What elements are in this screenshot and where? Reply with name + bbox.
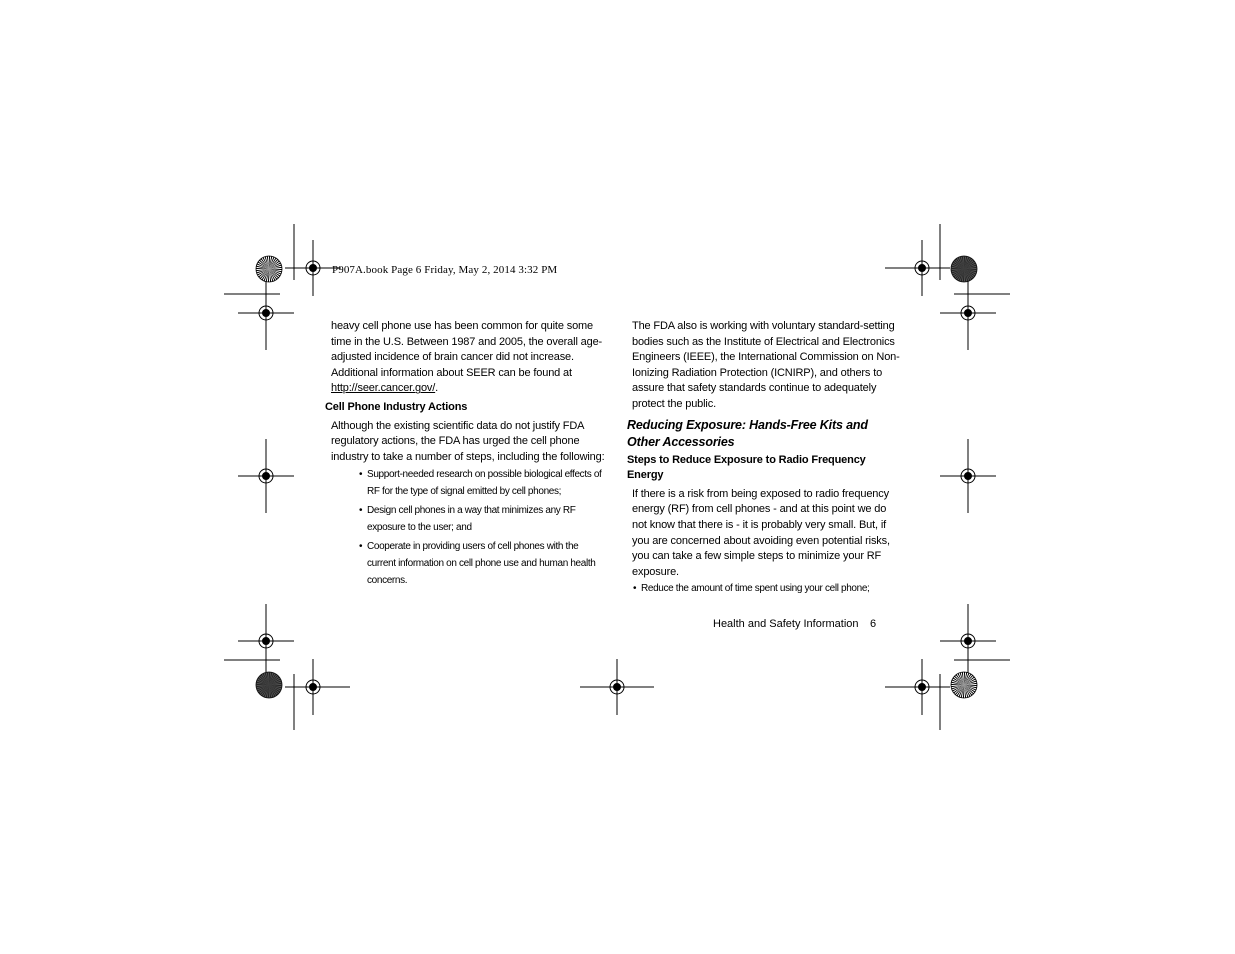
- print-header: P907A.book Page 6 Friday, May 2, 2014 3:32 PM: [332, 264, 558, 276]
- list-item: • Reduce the amount of time spent using your cell phone;: [633, 580, 902, 597]
- left-paragraph-1: heavy cell phone use has been common for quite some time in the U.S. Between 1987 and 2005, the overall age-adjusted incidence of brain cancer did not increase. Additional information about SEER can be found at http://seer.cancer.gov/.: [331, 320, 603, 395]
- registration-mark: [238, 276, 294, 350]
- star-target-mark: [256, 256, 282, 282]
- registration-mark: [285, 659, 350, 715]
- subsection-heading: Steps to Reduce Exposure to Radio Frequency Energy: [627, 453, 866, 482]
- footer-section-title: Health and Safety Information: [713, 618, 859, 630]
- list-item: • Support-needed research on possible biological effects of RF for the type of signal emitted by cell phones;: [359, 466, 605, 500]
- right-bullet-list: [627, 580, 902, 597]
- registration-mark: [940, 604, 996, 678]
- left-bullet-list: [325, 466, 605, 589]
- registration-mark: [885, 659, 950, 715]
- star-target-mark: [951, 256, 977, 282]
- registration-mark: [940, 276, 996, 350]
- registration-mark: [940, 439, 996, 513]
- star-target-mark: [256, 672, 282, 698]
- left-paragraph-2: Although the existing scientific data do not justify FDA regulatory actions, the FDA has urged the cell phone industry to take a number of steps, including the following:: [331, 419, 605, 463]
- registration-mark: [238, 439, 294, 513]
- right-column: [627, 319, 902, 597]
- section-heading: Cell Phone Industry Actions: [325, 400, 468, 413]
- page-number: 6: [870, 618, 877, 630]
- left-column: [325, 319, 605, 589]
- registration-mark: [885, 240, 950, 296]
- registration-mark: [580, 659, 654, 715]
- seer-link[interactable]: http://seer.cancer.gov/: [331, 382, 436, 395]
- section-heading-italic: Reducing Exposure: Hands-Free Kits and Other Accessories: [627, 417, 868, 449]
- registration-mark: [238, 604, 294, 678]
- right-paragraph-1: The FDA also is working with voluntary standard-setting bodies such as the Institute of Electrical and Electronics Engineers (IEEE), the International Commission on Non-Ionizing Radiation Protection (ICNIRP), and others to assure that safety standards continue to adequately protect the public.: [632, 320, 900, 410]
- list-item: • Cooperate in providing users of cell phones with the current information on cell phone use and human health concerns.: [359, 538, 605, 589]
- star-target-mark: [951, 672, 977, 698]
- right-paragraph-2: If there is a risk from being exposed to radio frequency energy (RF) from cell phones - and at this point we do not know that there is - it is probably very small. But, if you are concerned about avoiding even potential risks, you can take a few simple steps to minimize your RF exposure.: [632, 487, 890, 578]
- list-item: • Design cell phones in a way that minimizes any RF exposure to the user; and: [359, 502, 605, 536]
